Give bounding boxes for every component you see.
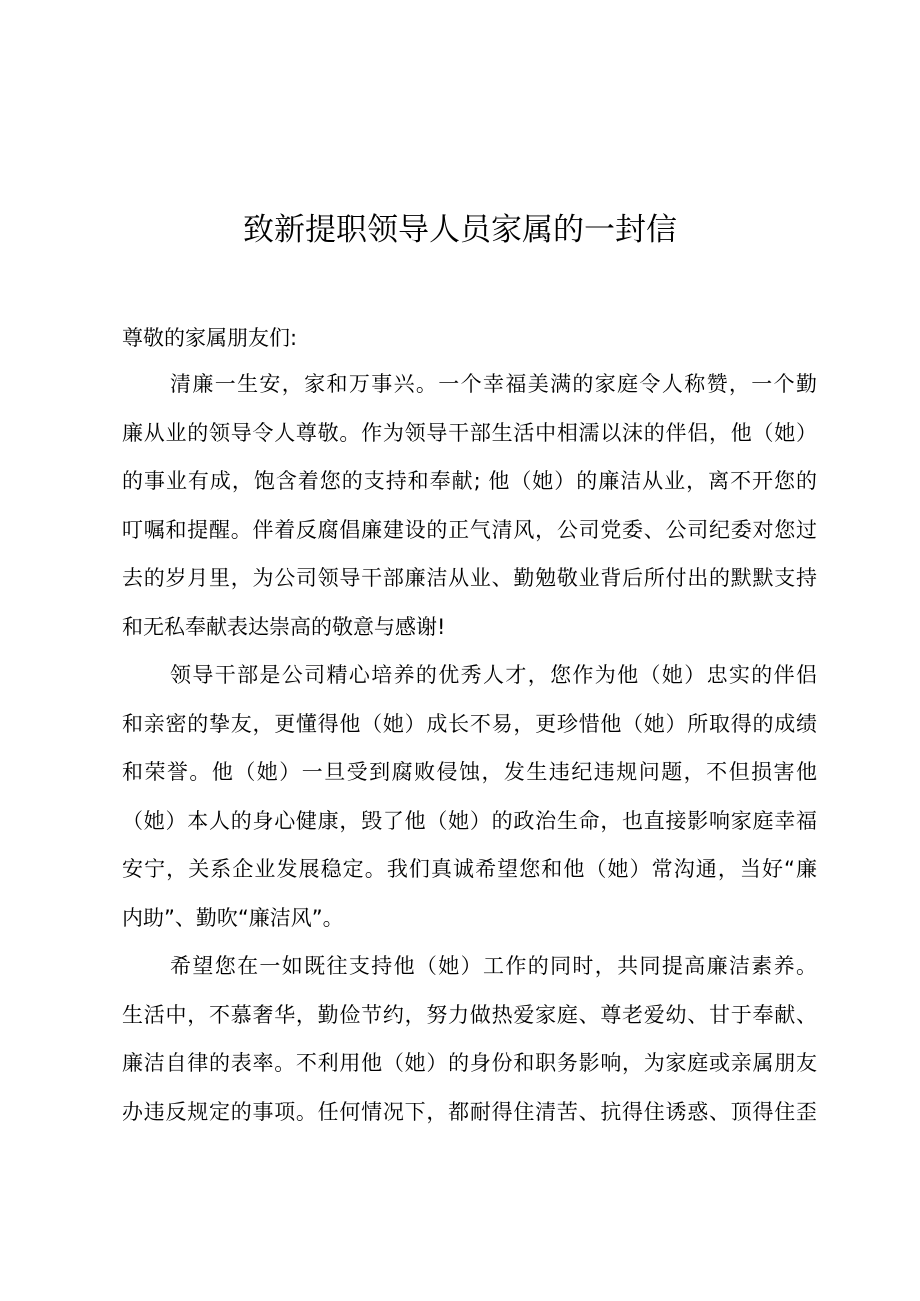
text-line: 内助”、勤吹“廉洁风”。 [122, 905, 344, 930]
text-line: 廉洁自律的表率。不利用他（她）的身份和职务影响，为家庭或亲属朋友 [122, 1051, 817, 1075]
text-line: 希望您在一如既往支持他（她）工作的同时，共同提高廉洁素养。 [170, 954, 817, 978]
text-line: 领导干部是公司精心培养的优秀人才，您作为他（她）忠实的伴侣 [170, 663, 817, 687]
text-line: 廉从业的领导令人尊敬。作为领导干部生活中相濡以沫的伴侣，他（她） [122, 420, 817, 445]
text-line: 生活中，不慕奢华，勤俭节约，努力做热爱家庭、尊老爱幼、甘于奉献、 [122, 1002, 817, 1027]
text-line: 安宁，关系企业发展稳定。我们真诚希望您和他（她）常沟通，当好“廉 [122, 857, 817, 881]
text-line: 去的岁月里，为公司领导干部廉洁从业、勤勉敬业背后所付出的默默支持 [122, 566, 817, 590]
text-line: 和亲密的挚友，更懂得他（她）成长不易，更珍惜他（她）所取得的成绩 [122, 711, 817, 736]
paragraph-1 [122, 360, 817, 651]
document-title: 致新提职领导人员家属的一封信 [243, 212, 677, 248]
text-line: 和无私奉献表达崇高的敬意与感谢! [122, 614, 446, 639]
paragraph-3 [122, 942, 817, 1136]
salutation: 尊敬的家属朋友们: [122, 326, 298, 350]
text-line: 办违反规定的事项。任何情况下，都耐得住清苦、抗得住诱惑、顶得住歪 [122, 1099, 817, 1124]
text-line: 和荣誉。他（她）一旦受到腐败侵蚀，发生违纪违规问题，不但损害他 [122, 760, 817, 784]
text-line: 清廉一生安，家和万事兴。一个幸福美满的家庭令人称赞，一个勤 [170, 372, 817, 396]
text-line: 叮嘱和提醒。伴着反腐倡廉建设的正气清风，公司党委、公司纪委对您过 [122, 517, 817, 542]
text-line: （她）本人的身心健康，毁了他（她）的政治生命，也直接影响家庭幸福 [122, 808, 817, 833]
letter-body [122, 318, 817, 1136]
paragraph-2 [122, 651, 817, 942]
text-line: 的事业有成，饱含着您的支持和奉献; 他（她）的廉洁从业，离不开您的 [122, 469, 817, 493]
